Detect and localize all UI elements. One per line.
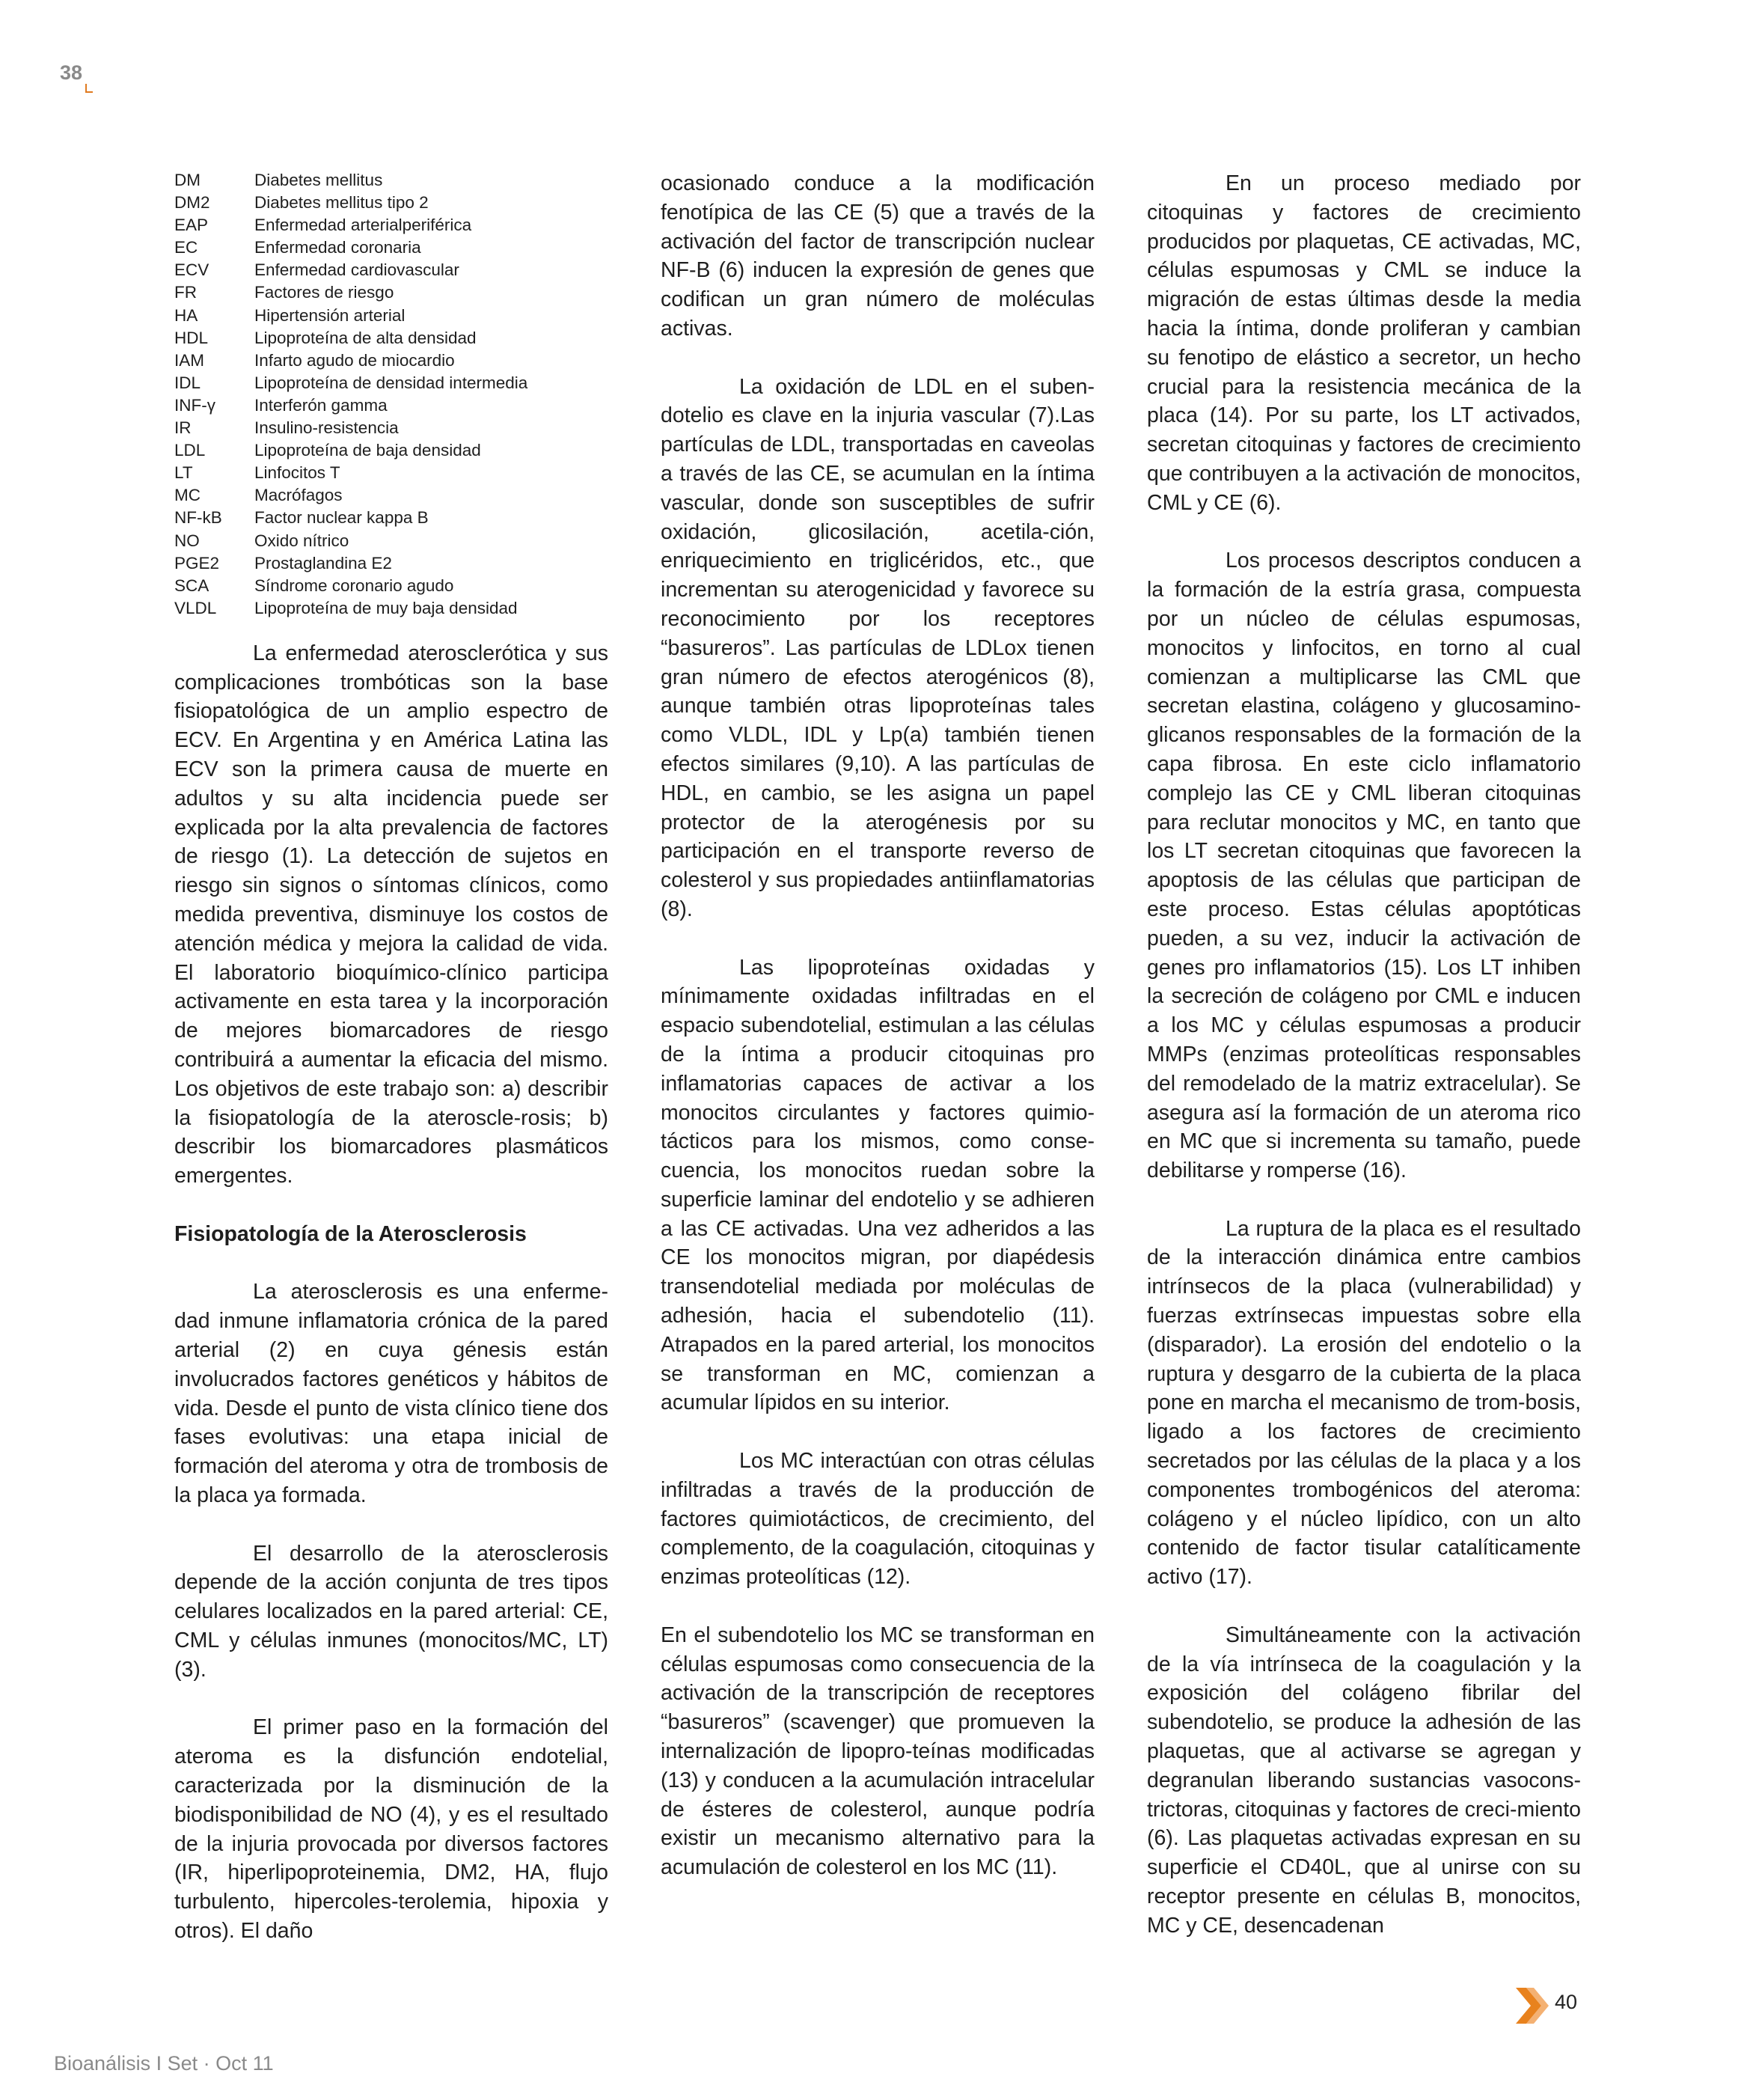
paragraph: La aterosclerosis es una enferme-dad inmune inflamatoria crónica de la pared arterial (2) en cuya génesis están involucrados factores genéticos y hábitos de vida. Desde el punto de vista clínico tiene dos fases evolutivas: una etapa inicial de formación del ateroma y otra de trombosis de la placa ya formada. — [174, 1280, 608, 1507]
corner-mark-icon — [85, 84, 93, 93]
column-1 — [174, 169, 608, 1975]
abbreviation-definition: Enfermedad cardiovascular — [254, 260, 459, 280]
abbreviation-item — [174, 259, 608, 281]
abbreviation-definition: Lipoproteína de baja densidad — [254, 441, 481, 460]
abbreviation-item — [174, 394, 608, 417]
abbreviation-definition: Lipoproteína de alta densidad — [254, 328, 477, 347]
abbreviation-item — [174, 372, 608, 394]
abbreviation-term: IAM — [174, 350, 205, 370]
abbreviation-term: HA — [174, 305, 198, 325]
abbreviation-term: MC — [174, 486, 201, 505]
column-2 — [661, 169, 1095, 1911]
abbreviation-definition: Interferón gamma — [254, 395, 388, 415]
abbreviation-item — [174, 192, 608, 214]
abbreviation-item — [174, 507, 608, 529]
abbreviation-item — [174, 484, 608, 507]
double-chevron-icon — [1516, 1985, 1553, 2027]
abbreviation-item — [174, 236, 608, 259]
abbreviation-definition: Lipoproteína de densidad intermedia — [254, 373, 528, 392]
page-number-footer — [1516, 1985, 1583, 2030]
abbreviation-item — [174, 439, 608, 462]
abbreviation-term: EAP — [174, 216, 209, 235]
paragraph: ocasionado conduce a la modificación fenotípica de las CE (5) que a través de la activación del factor de transcripción nuclear NF-B (6) inducen la expresión de genes que codifican un gran número de moléculas activas. — [661, 171, 1095, 341]
abbreviation-item — [174, 281, 608, 304]
paragraph: La oxidación de LDL en el suben-dotelio es clave en la injuria vascular (7).Las partículas de LDL, transportadas en caveolas a través de las CE, se acumulan en la íntima vascular, donde son susceptibles de sufrir oxidación, glicosilación, acetila-ción, enriquecimiento en triglicéridos, etc., que incrementan su aterogenicidad y favorece su reconocimiento por los receptores “basureros”. Las partículas de LDLox tienen gran número de efectos aterogénicos (8), aunque también otras lipoproteínas tales como VLDL, IDL y Lp(a) también tienen efectos similares (9,10). A las partículas de HDL, en cambio, se les asigna un papel protector de la aterogénesis por su participación en el transporte reverso de colesterol y sus propiedades antiinflamatorias (8). — [661, 374, 1095, 921]
paragraph: Los MC interactúan con otras células infiltradas a través de la producción de factores quimiotácticos, de crecimiento, del complemento, de la coagulación, citoquinas y enzimas proteolíticas (12). — [661, 1449, 1095, 1590]
abbreviation-term: IDL — [174, 373, 201, 392]
abbreviation-item — [174, 350, 608, 372]
abbreviation-term: INF-γ — [174, 395, 215, 415]
abbreviation-definition: Enfermedad coronaria — [254, 238, 421, 257]
abbreviation-term: NO — [174, 531, 200, 550]
paragraph: Las lipoproteínas oxidadas y mínimamente oxidadas infiltradas en el espacio subendotelial, estimulan a las células de la íntima a producir citoquinas pro inflamatorias capaces de activar a los monocitos circulantes y factores quimio-tácticos para los mismos, como conse-cuencia, los monocitos ruedan sobre la superficie laminar del endotelio y se adhieren a las CE activadas. Una vez adheridos a las CE los monocitos migran, por diapédesis transendotelial mediada por moléculas de adhesión, hacia el subendotelio (11). Atrapados en la pared arterial, los monocitos se transforman en MC, comienzan a acumular lípidos en su interior. — [661, 955, 1095, 1415]
abbreviation-term: FR — [174, 283, 197, 302]
abbreviation-term: LDL — [174, 441, 206, 460]
abbreviation-term: HDL — [174, 328, 209, 347]
abbreviation-definition: Infarto agudo de miocardio — [254, 350, 455, 370]
page-number-bottom: 40 — [1555, 1991, 1578, 2013]
abbreviation-list — [174, 169, 608, 620]
paragraph: Los procesos descriptos conducen a la formación de la estría grasa, compuesta por un núcleo de células espumosas, monocitos y linfocitos, en torno al cual comienzan a multiplicarse las CML que secretan elastina, colágeno y glucosamino-glicanos responsables de la formación de la capa fibrosa. En este ciclo inflamatorio complejo las CE y CML liberan citoquinas para reclutar monocitos y MC, en tanto que los LT secretan citoquinas que favorecen la apoptosis de las células que participan de este proceso. Estas células apoptóticas pueden, a su vez, inducir la activación de genes pro inflamatorios (15). Los LT inhiben la secreción de colágeno por CML e inducen a los MC y células espumosas a producir MMPs (enzimas proteolíticas responsables del remodelado de la matriz extracelular). Se asegura así la formación de un ateroma rico en MC que si incrementa su tamaño, puede debilitarse y romperse (16). — [1147, 549, 1581, 1183]
abbreviation-definition: Diabetes mellitus tipo 2 — [254, 193, 429, 213]
paragraph: La ruptura de la placa es el resultado de la interacción dinámica entre cambios intrínsecos de la placa (vulnerabilidad) y fuerzas extrínsecas impuestas sobre ella (disparador). La erosión del endotelio o la ruptura y desgarro de la cubierta de la placa pone en marcha el mecanismo de trom-bosis, ligado a los factores de crecimiento secretados por las células de la placa y a los componentes trombogénicos del ateroma: colágeno y el núcleo lipídico, con un alto contenido de factor tisular catalíticamente activo (17). — [1147, 1216, 1581, 1590]
abbreviation-term: DM2 — [174, 193, 210, 213]
abbreviation-term: DM — [174, 171, 201, 189]
abbreviation-definition: Factores de riesgo — [254, 283, 394, 302]
page-number-top-text: 38 — [60, 61, 83, 84]
abbreviation-term: IR — [174, 418, 192, 438]
abbreviation-item — [174, 575, 608, 597]
paragraph: Simultáneamente con la activación de la vía intrínseca de la coagulación y la exposición del colágeno fibrilar del subendotelio, se produce la adhesión de las plaquetas, que al activarse se agregan y degranulan liberando sustancias vasocons-trictoras, citoquinas y factores de creci-miento (6). Las plaquetas activadas expresan en su superficie el CD40L, que al unirse con su receptor presente en células B, monocitos, MC y CE, desencadenan — [1147, 1623, 1581, 1938]
abbreviation-definition: Insulino-resistencia — [254, 418, 399, 438]
abbreviation-term: NF-kB — [174, 508, 222, 528]
abbreviation-item — [174, 305, 608, 327]
abbreviation-term: PGE2 — [174, 553, 220, 573]
abbreviation-term: EC — [174, 238, 198, 257]
abbreviation-definition: Síndrome coronario agudo — [254, 576, 454, 595]
paragraph: La enfermedad aterosclerótica y sus complicaciones trombóticas son la base fisiopatológica de un amplio espectro de ECV. En Argentina y en América Latina las ECV son la primera causa de muerte en adultos y su alta incidencia puede ser explicada por la alta prevalencia de factores de riesgo (1). La detección de sujetos en riesgo sin signos o síntomas clínicos, como medida preventiva, disminuye los costos de atención médica y mejora la calidad de vida. El laboratorio bioquímico-clínico participa activamente en esta tarea y la incorporación de mejores biomarcadores de riesgo contribuirá a aumentar la eficacia del mismo. Los objetivos de este trabajo son: a) describir la fisiopatología de la ateroscle-rosis; b) describir los biomarcadores plasmáticos emergentes. — [174, 641, 608, 1188]
abbreviation-item — [174, 214, 608, 236]
abbreviation-item — [174, 327, 608, 350]
abbreviation-item — [174, 552, 608, 575]
abbreviation-definition: Oxido nítrico — [254, 531, 349, 550]
paragraph: En el subendotelio los MC se transforman en células espumosas como consecuencia de la activación de la transcripción de receptores “basureros” (scavenger) que promueven la internalización de lipopro-teínas modificadas (13) y conducen a la acumulación intracelular de ésteres de colesterol, aunque podría existir un mecanismo alternativo para la acumulación de colesterol en los MC (11). — [661, 1623, 1095, 1880]
abbreviation-item — [174, 530, 608, 552]
abbreviation-definition: Macrófagos — [254, 486, 343, 505]
abbreviation-term: LT — [174, 463, 193, 483]
column-3 — [1147, 169, 1581, 1969]
abbreviation-item — [174, 417, 608, 439]
abbreviation-item — [174, 597, 608, 620]
paragraph: El primer paso en la formación del ateroma es la disfunción endotelial, caracterizada por la disminución de la biodisponibilidad de NO (4), y es el resultado de la injuria provocada por diversos factores (IR, hiperlipoproteinemia, DM2, HA, flujo turbulento, hipercoles-terolemia, hipoxia y otros). El daño — [174, 1715, 608, 1943]
journal-footer: Bioanálisis I Set · Oct 11 — [54, 2052, 274, 2075]
abbreviation-definition: Linfocitos T — [254, 463, 340, 483]
abbreviation-definition: Prostaglandina E2 — [254, 553, 392, 573]
abbreviation-term: ECV — [174, 260, 209, 280]
paragraph: En un proceso mediado por citoquinas y factores de crecimiento producidos por plaquetas, CE activadas, MC, células espumosas y CML se induce la migración de estas últimas desde la media hacia la íntima, donde proliferan y cambian su fenotipo de elástico a secretor, un hecho crucial para la resistencia mecánica de la placa (14). Por su parte, los LT activados, secretan citoquinas y factores de crecimiento que contribuyen a la activación de monocitos, CML y CE (6). — [1147, 171, 1581, 515]
abbreviation-definition: Diabetes mellitus — [254, 171, 383, 189]
section-heading: Fisiopatología de la Aterosclerosis — [174, 1221, 527, 1246]
abbreviation-term: VLDL — [174, 598, 217, 617]
abbreviation-item — [174, 169, 608, 192]
abbreviation-definition: Lipoproteína de muy baja densidad — [254, 598, 518, 617]
abbreviation-term: SCA — [174, 576, 209, 595]
abbreviation-definition: Hipertensión arterial — [254, 305, 406, 325]
abbreviation-definition: Factor nuclear kappa B — [254, 508, 429, 528]
abbreviation-definition: Enfermedad arterialperiférica — [254, 216, 472, 235]
paragraph: El desarrollo de la aterosclerosis depende de la acción conjunta de tres tipos celulares localizados en la pared arterial: CE, CML y células inmunes (monocitos/MC, LT) (3). — [174, 1541, 608, 1682]
abbreviation-item — [174, 462, 608, 484]
page-number-top — [60, 61, 82, 85]
